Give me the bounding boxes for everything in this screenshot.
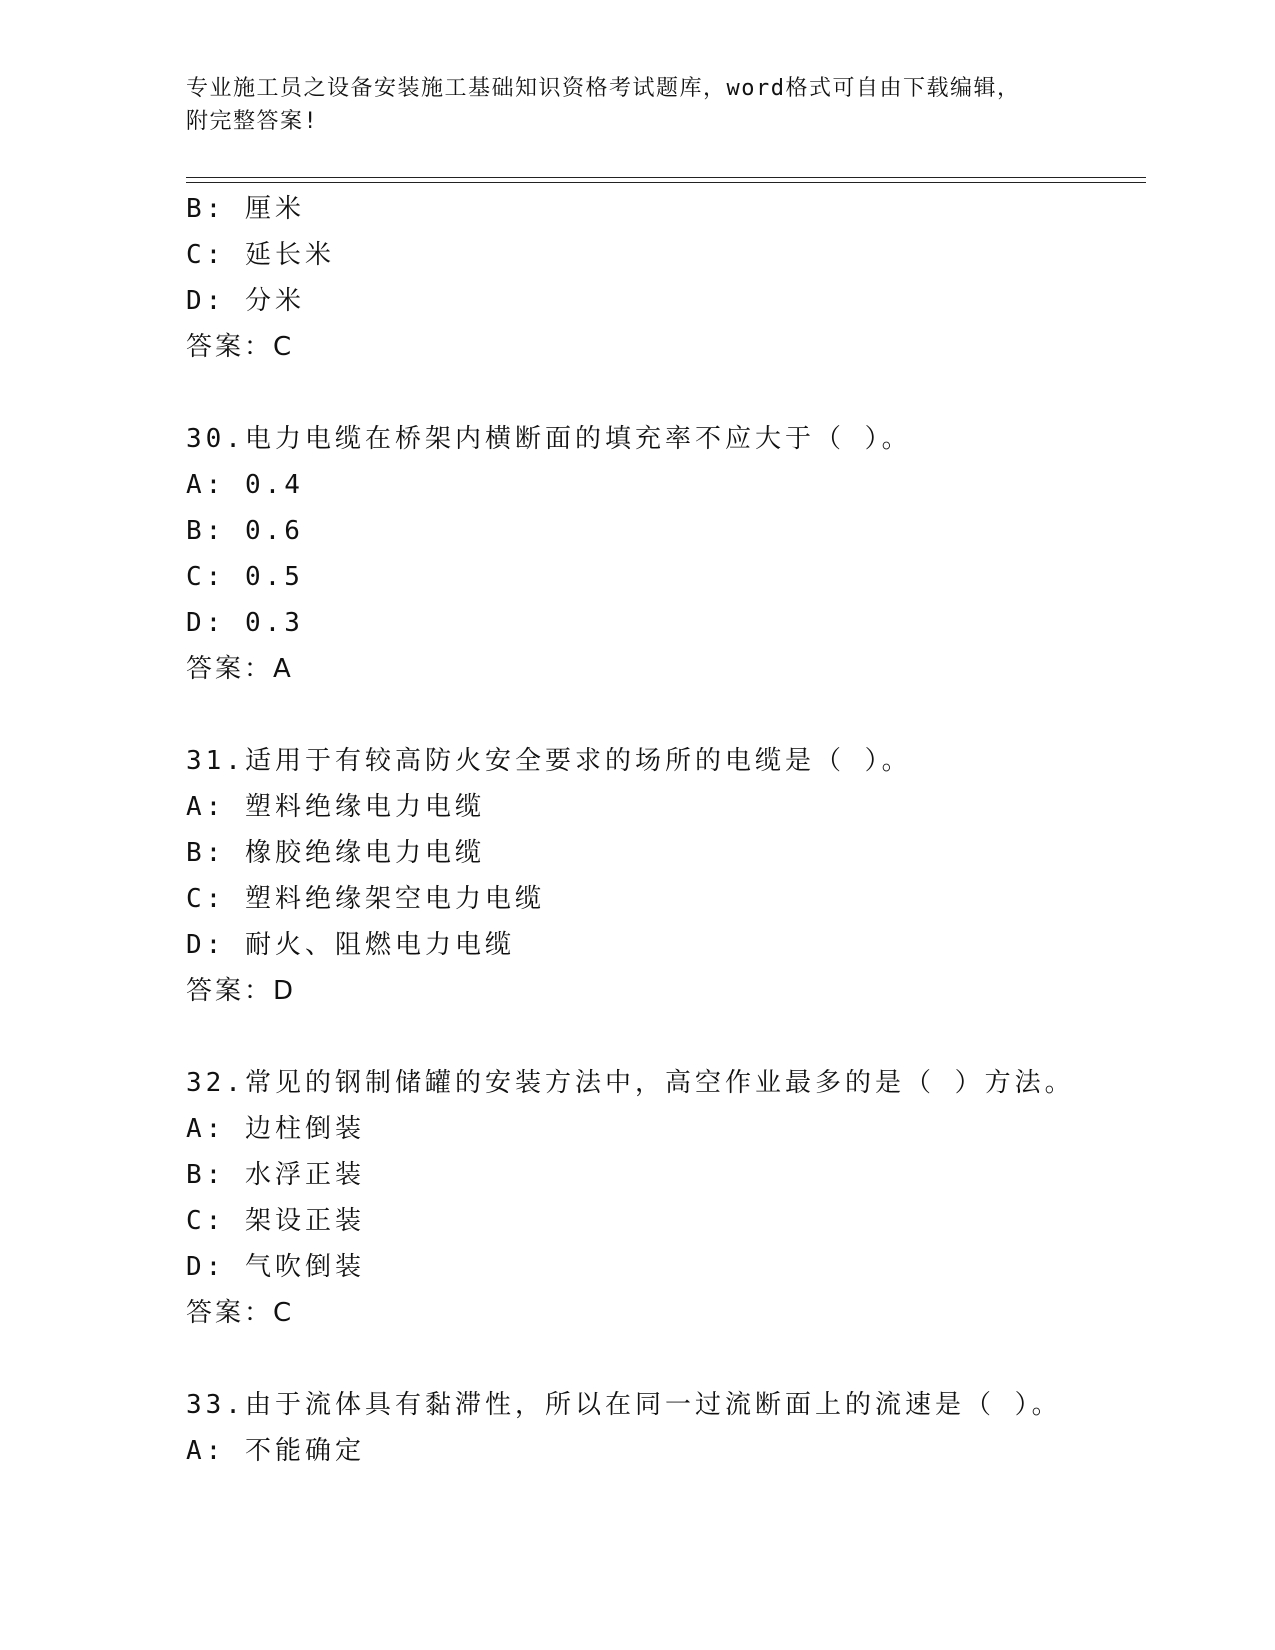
option-c: C: 延长米	[186, 240, 335, 270]
option-d: D: 分米	[186, 286, 305, 316]
option-a: A: 0.4	[186, 470, 304, 500]
option-b: B: 水浮正装	[186, 1160, 365, 1190]
option-c: C: 0.5	[186, 562, 304, 592]
answer-line: 答案：D	[186, 976, 297, 1006]
option-d: D: 耐火、阻燃电力电缆	[186, 930, 515, 960]
option-d: D: 气吹倒装	[186, 1252, 365, 1282]
answer-line: 答案：C	[186, 332, 295, 362]
question-stem: 30.电力电缆在桥架内横断面的填充率不应大于（ ）。	[186, 424, 912, 454]
document-body	[186, 186, 1146, 1474]
spacer	[186, 692, 1146, 738]
option-b: B: 厘米	[186, 194, 305, 224]
answer-line: 答案：A	[186, 654, 294, 684]
question-29-partial	[186, 186, 1146, 370]
option-a: A: 不能确定	[186, 1436, 365, 1466]
option-b: B: 橡胶绝缘电力电缆	[186, 838, 485, 868]
option-c: C: 架设正装	[186, 1206, 365, 1236]
question-30	[186, 416, 1146, 692]
question-stem: 33.由于流体具有黏滞性，所以在同一过流断面上的流速是（ ）。	[186, 1390, 1062, 1420]
header-divider-top	[186, 177, 1146, 178]
option-a: A: 塑料绝缘电力电缆	[186, 792, 485, 822]
option-a: A: 边柱倒装	[186, 1114, 365, 1144]
spacer	[186, 1014, 1146, 1060]
header-line-1: 专业施工员之设备安装施工基础知识资格考试题库，word格式可自由下载编辑，	[186, 76, 1021, 101]
spacer	[186, 1336, 1146, 1382]
option-d: D: 0.3	[186, 608, 304, 638]
option-c: C: 塑料绝缘架空电力电缆	[186, 884, 545, 914]
answer-line: 答案：C	[186, 1298, 295, 1328]
question-31	[186, 738, 1146, 1014]
header-divider-bottom	[186, 182, 1146, 183]
document-header	[186, 72, 1146, 138]
option-b: B: 0.6	[186, 516, 304, 546]
question-32	[186, 1060, 1146, 1336]
question-33	[186, 1382, 1146, 1474]
spacer	[186, 370, 1146, 416]
header-line-2: 附完整答案!	[186, 109, 319, 134]
question-stem: 32.常见的钢制储罐的安装方法中，高空作业最多的是（ ）方法。	[186, 1068, 1075, 1098]
question-stem: 31.适用于有较高防火安全要求的场所的电缆是（ ）。	[186, 746, 912, 776]
